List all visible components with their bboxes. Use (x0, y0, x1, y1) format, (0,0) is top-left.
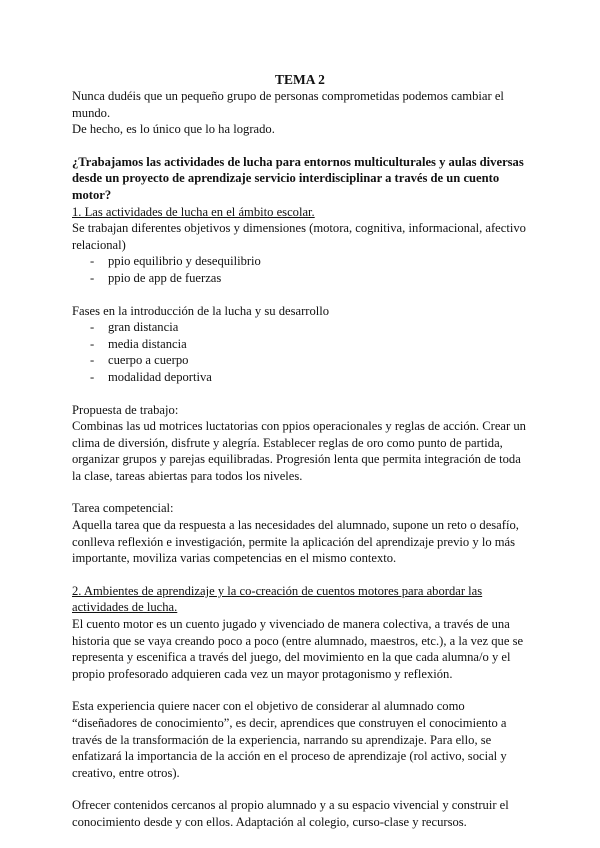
spacer (72, 287, 532, 303)
list-item: - gran distancia (72, 319, 532, 336)
section-2-paragraph-2: Esta experiencia quiere nacer con el objetivo de considerar al alumnado como “diseñadores de conocimiento”, es decir, aprendices que construyen el conocimiento a través de la transformación de la experiencia, narrando su aprendizaje. Para ello, se enfatizará la importancia de la acción en el proceso de aprendizaje (rol activo, social y creativo, entre otros). (72, 699, 507, 780)
section-2-paragraph-3: Ofrecer contenidos cercanos al propio alumnado y a su espacio vivencial y construir el conocimiento desde y con ellos. Adaptación al colegio, curso-clase y recursos. (72, 798, 509, 829)
spacer (72, 781, 532, 797)
task-text: Aquella tarea que da respuesta a las necesidades del alumnado, supone un reto o desafío, conlleva reflexión e investigación, permite la aplicación del aprendizaje previo y lo más importante, moviliza varias competencias en el mismo contexto. (72, 518, 519, 566)
spacer (72, 682, 532, 698)
section-1-heading: 1. Las actividades de lucha en el ámbito escolar. (72, 204, 315, 219)
task-title: Tarea competencial: (72, 501, 174, 516)
list-item: - ppio equilibrio y desequilibrio (72, 253, 532, 270)
list-item: - media distancia (72, 336, 532, 353)
spacer (72, 484, 532, 500)
quote-line-2: De hecho, es lo único que lo ha logrado. (72, 122, 275, 137)
list-item: - cuerpo a cuerpo (72, 352, 532, 369)
phases-title: Fases en la introducción de la lucha y su desarrollo (72, 303, 330, 318)
phases-list (72, 319, 532, 385)
spacer (72, 567, 532, 583)
quote-line-1: Nunca dudéis que un pequeño grupo de personas comprometidas podemos cambiar el mundo. (72, 89, 504, 120)
section-2-paragraph-1: El cuento motor es un cuento jugado y vivenciado de manera colectiva, a través de una historia que se vaya creando poco a poco (entre alumnado, maestros, etc.), a la vez que se representa y escenifica a través del juego, del movimiento en la que cada alumna/o y el propio profesorado adquieren cada vez un mayor protagonismo y reflexión. (72, 617, 524, 681)
spacer (72, 138, 532, 154)
spacer (72, 386, 532, 402)
proposal-text: Combinas las ud motrices luctatorias con ppios operacionales y reglas de acción. Crear un clima de diversión, disfrute y alegría. Establecer reglas de oro como punto de partida, organizar grupos y parejas equilibradas. Progresión lenta que permita integración de toda la clase, tareas abiertas para todos los niveles. (72, 419, 526, 483)
section-1-intro: Se trabajan diferentes objetivos y dimensiones (motora, cognitiva, informacional, afectivo relacional) (72, 221, 526, 252)
list-item: - ppio de app de fuerzas (72, 270, 532, 287)
proposal-title: Propuesta de trabajo: (72, 402, 179, 417)
list-item: - modalidad deportiva (72, 369, 532, 386)
principles-list (72, 253, 532, 286)
document-body (72, 88, 532, 831)
section-2-heading: 2. Ambientes de aprendizaje y la co-creación de cuentos motores para abordar las actividades de lucha. (72, 583, 483, 615)
page-title: TEMA 2 (275, 72, 325, 87)
guiding-question: ¿Trabajamos las actividades de lucha para entornos multiculturales y aulas diversas desde un proyecto de aprendizaje servicio interdisciplinar a través de un cuento motor? (72, 154, 524, 202)
